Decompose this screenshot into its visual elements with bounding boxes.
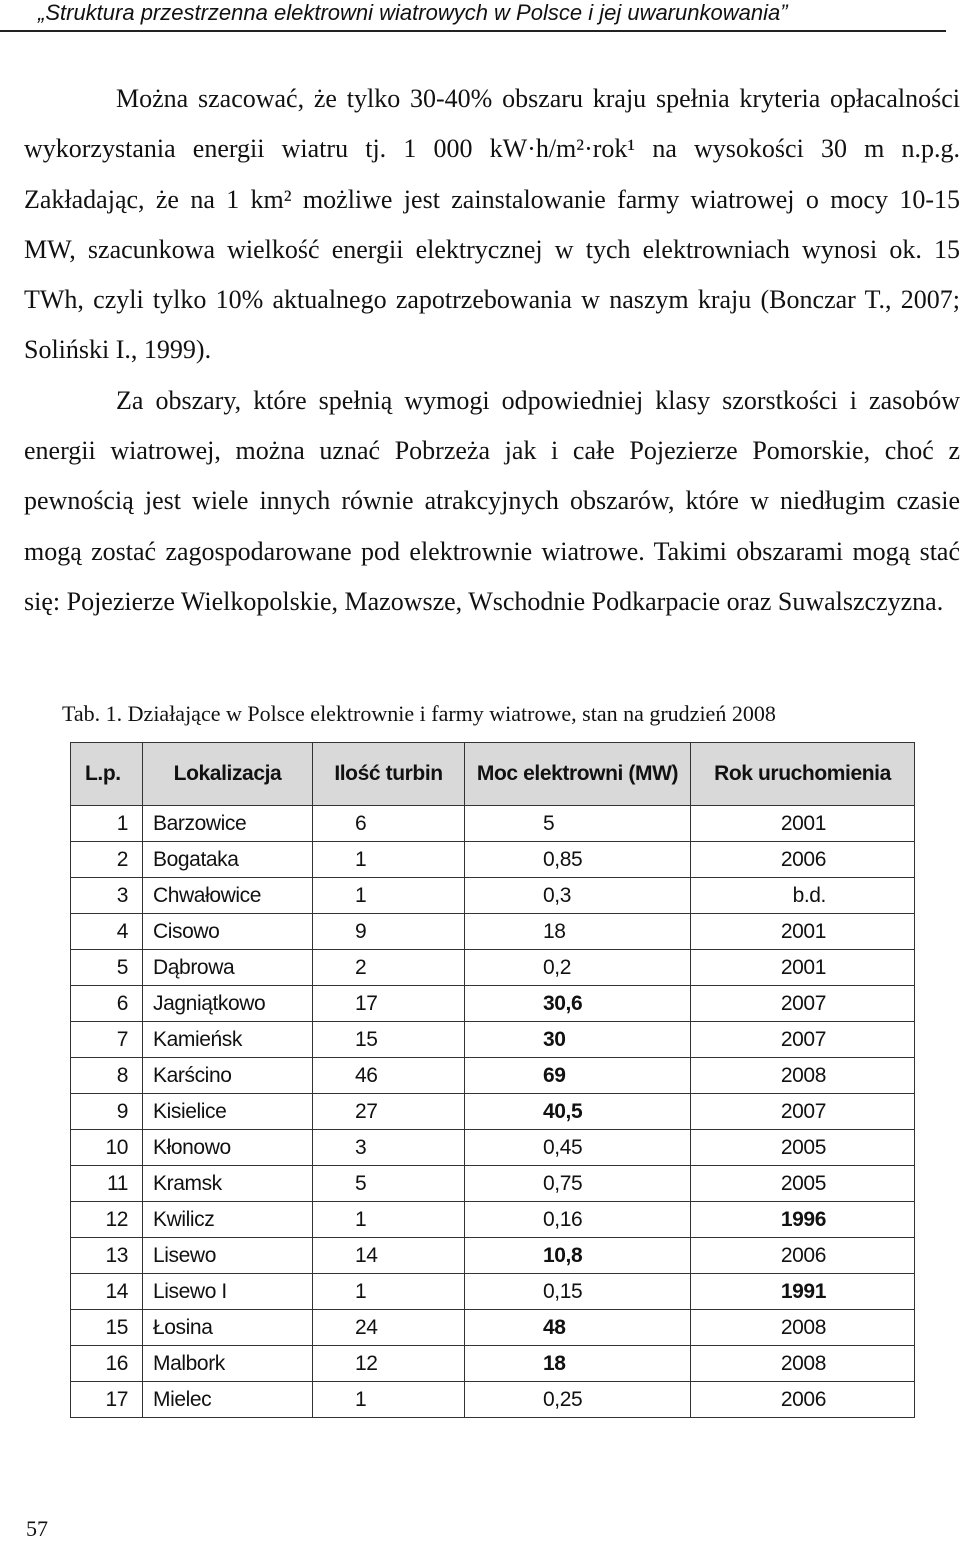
cell-moc-elektrowni: 48 <box>465 1310 691 1346</box>
table-row <box>71 1022 915 1058</box>
cell-lp: 14 <box>71 1274 143 1310</box>
cell-ilosc-turbin: 12 <box>313 1346 465 1382</box>
cell-ilosc-turbin: 14 <box>313 1238 465 1274</box>
cell-moc-elektrowni: 69 <box>465 1058 691 1094</box>
table-row <box>71 1310 915 1346</box>
cell-lokalizacja: Lisewo I <box>143 1274 313 1310</box>
cell-lp: 4 <box>71 914 143 950</box>
cell-lp: 1 <box>71 806 143 842</box>
cell-rok-uruchomienia: 2008 <box>691 1346 915 1382</box>
table-row <box>71 1274 915 1310</box>
cell-lp: 3 <box>71 878 143 914</box>
cell-ilosc-turbin: 5 <box>313 1166 465 1202</box>
cell-rok-uruchomienia: 2006 <box>691 1238 915 1274</box>
cell-rok-uruchomienia: 2007 <box>691 1094 915 1130</box>
cell-rok-uruchomienia: b.d. <box>691 878 915 914</box>
cell-rok-uruchomienia: 2001 <box>691 914 915 950</box>
cell-lokalizacja: Kwilicz <box>143 1202 313 1238</box>
cell-ilosc-turbin: 24 <box>313 1310 465 1346</box>
cell-ilosc-turbin: 6 <box>313 806 465 842</box>
cell-lp: 13 <box>71 1238 143 1274</box>
table-row <box>71 986 915 1022</box>
cell-lokalizacja: Kamieńsk <box>143 1022 313 1058</box>
column-header-ilosc-turbin: Ilość turbin <box>313 743 465 806</box>
body-text <box>24 74 960 627</box>
cell-lp: 8 <box>71 1058 143 1094</box>
table-row <box>71 950 915 986</box>
cell-rok-uruchomienia: 2008 <box>691 1310 915 1346</box>
table-row <box>71 806 915 842</box>
cell-lp: 7 <box>71 1022 143 1058</box>
cell-rok-uruchomienia: 2007 <box>691 1022 915 1058</box>
cell-ilosc-turbin: 9 <box>313 914 465 950</box>
table-row <box>71 1382 915 1418</box>
cell-lp: 5 <box>71 950 143 986</box>
cell-lp: 11 <box>71 1166 143 1202</box>
wind-farms-table <box>70 742 915 1418</box>
cell-moc-elektrowni: 40,5 <box>465 1094 691 1130</box>
cell-rok-uruchomienia: 2006 <box>691 842 915 878</box>
table-row <box>71 1238 915 1274</box>
cell-lokalizacja: Kramsk <box>143 1166 313 1202</box>
cell-lp: 9 <box>71 1094 143 1130</box>
table-row <box>71 1094 915 1130</box>
cell-moc-elektrowni: 0,75 <box>465 1166 691 1202</box>
table-row <box>71 878 915 914</box>
cell-moc-elektrowni: 30 <box>465 1022 691 1058</box>
cell-lokalizacja: Malbork <box>143 1346 313 1382</box>
cell-lokalizacja: Karścino <box>143 1058 313 1094</box>
cell-moc-elektrowni: 18 <box>465 914 691 950</box>
running-header-title: „Struktura przestrzenna elektrowni wiatrowych w Polsce i jej uwarunkowania” <box>38 0 788 25</box>
cell-rok-uruchomienia: 2001 <box>691 806 915 842</box>
table-body <box>71 806 915 1418</box>
cell-lp: 17 <box>71 1382 143 1418</box>
cell-lokalizacja: Chwałowice <box>143 878 313 914</box>
cell-rok-uruchomienia: 2005 <box>691 1166 915 1202</box>
cell-lp: 6 <box>71 986 143 1022</box>
cell-ilosc-turbin: 1 <box>313 1382 465 1418</box>
paragraph-1: Można szacować, że tylko 30-40% obszaru kraju spełnia kryteria opłacalności wykorzystania energii wiatru tj. 1 000 kW·h/m²·rok¹ na wysokości 30 m n.p.g. Zakładając, że na 1 km² możliwe jest zainstalowanie farmy wiatrowej o mocy 10-15 MW, szacunkowa wielkość energii elektrycznej w tych elektrowniach wynosi ok. 15 TWh, czyli tylko 10% aktualnego zapotrzebowania w naszym kraju (Bonczar T., 2007; Soliński I., 1999). <box>24 84 960 365</box>
cell-moc-elektrowni: 5 <box>465 806 691 842</box>
cell-ilosc-turbin: 1 <box>313 1202 465 1238</box>
table-row <box>71 1058 915 1094</box>
table-row <box>71 1166 915 1202</box>
cell-moc-elektrowni: 0,15 <box>465 1274 691 1310</box>
cell-lokalizacja: Lisewo <box>143 1238 313 1274</box>
cell-lokalizacja: Jagniątkowo <box>143 986 313 1022</box>
cell-moc-elektrowni: 0,25 <box>465 1382 691 1418</box>
cell-moc-elektrowni: 18 <box>465 1346 691 1382</box>
cell-rok-uruchomienia: 1991 <box>691 1274 915 1310</box>
cell-moc-elektrowni: 0,2 <box>465 950 691 986</box>
table-row <box>71 1130 915 1166</box>
cell-ilosc-turbin: 2 <box>313 950 465 986</box>
cell-lokalizacja: Kłonowo <box>143 1130 313 1166</box>
cell-ilosc-turbin: 3 <box>313 1130 465 1166</box>
cell-lp: 10 <box>71 1130 143 1166</box>
table-header-row <box>71 743 915 806</box>
table-row <box>71 914 915 950</box>
cell-moc-elektrowni: 0,16 <box>465 1202 691 1238</box>
cell-lokalizacja: Bogataka <box>143 842 313 878</box>
cell-lokalizacja: Barzowice <box>143 806 313 842</box>
cell-moc-elektrowni: 0,85 <box>465 842 691 878</box>
cell-moc-elektrowni: 0,45 <box>465 1130 691 1166</box>
header-rule <box>0 30 946 32</box>
column-header-rok-uruchomienia: Rok uruchomienia <box>691 743 915 806</box>
cell-rok-uruchomienia: 1996 <box>691 1202 915 1238</box>
table-row <box>71 1202 915 1238</box>
table-caption: Tab. 1. Działające w Polsce elektrownie i farmy wiatrowe, stan na grudzień 2008 <box>62 701 776 726</box>
table-row <box>71 1346 915 1382</box>
cell-lokalizacja: Dąbrowa <box>143 950 313 986</box>
cell-lp: 15 <box>71 1310 143 1346</box>
cell-ilosc-turbin: 46 <box>313 1058 465 1094</box>
cell-rok-uruchomienia: 2005 <box>691 1130 915 1166</box>
cell-lokalizacja: Mielec <box>143 1382 313 1418</box>
cell-moc-elektrowni: 30,6 <box>465 986 691 1022</box>
cell-lp: 2 <box>71 842 143 878</box>
cell-moc-elektrowni: 10,8 <box>465 1238 691 1274</box>
cell-rok-uruchomienia: 2007 <box>691 986 915 1022</box>
cell-lp: 16 <box>71 1346 143 1382</box>
table-row <box>71 842 915 878</box>
cell-ilosc-turbin: 17 <box>313 986 465 1022</box>
cell-ilosc-turbin: 1 <box>313 842 465 878</box>
cell-lokalizacja: Kisielice <box>143 1094 313 1130</box>
cell-lp: 12 <box>71 1202 143 1238</box>
cell-rok-uruchomienia: 2008 <box>691 1058 915 1094</box>
cell-lokalizacja: Cisowo <box>143 914 313 950</box>
paragraph-2: Za obszary, które spełnią wymogi odpowiedniej klasy szorstkości i zasobów energii wiatrowej, można uznać Pobrzeża jak i całe Pojezierze Pomorskie, choć z pewnością jest wiele innych równie atrakcyjnych obszarów, które w niedługim czasie mogą zostać zagospodarowane pod elektrownie wiatrowe. Takimi obszarami mogą stać się: Pojezierze Wielkopolskie, Mazowsze, Wschodnie Podkarpacie oraz Suwalszczyzna. <box>24 385 960 616</box>
cell-ilosc-turbin: 27 <box>313 1094 465 1130</box>
column-header-lp: L.p. <box>71 743 143 806</box>
column-header-moc-elektrowni: Moc elektrowni (MW) <box>465 743 691 806</box>
cell-rok-uruchomienia: 2006 <box>691 1382 915 1418</box>
column-header-lokalizacja: Lokalizacja <box>143 743 313 806</box>
cell-ilosc-turbin: 1 <box>313 878 465 914</box>
cell-ilosc-turbin: 15 <box>313 1022 465 1058</box>
cell-moc-elektrowni: 0,3 <box>465 878 691 914</box>
cell-lokalizacja: Łosina <box>143 1310 313 1346</box>
page-number: 57 <box>26 1516 48 1541</box>
cell-rok-uruchomienia: 2001 <box>691 950 915 986</box>
cell-ilosc-turbin: 1 <box>313 1274 465 1310</box>
